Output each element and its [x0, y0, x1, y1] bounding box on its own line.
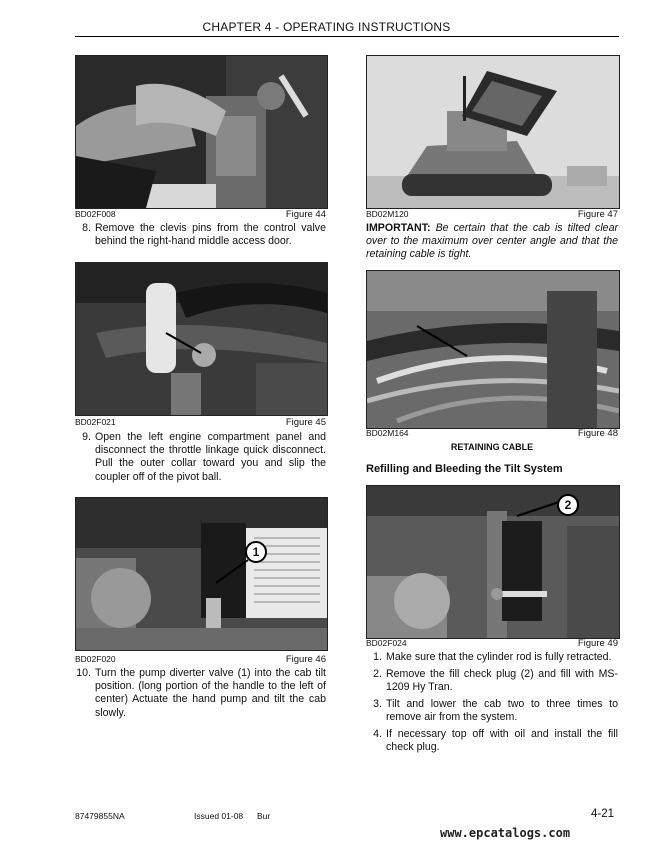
- figure-46-label: Figure 46: [285, 654, 326, 665]
- watermark: www.epcatalogs.com: [440, 826, 571, 840]
- figure-44-code: BD02F008: [75, 209, 116, 219]
- right-step-1-number: 1.: [373, 651, 382, 663]
- right-step-1: [366, 651, 618, 664]
- important-lead: IMPORTANT:: [366, 222, 431, 234]
- section-heading: Refilling and Bleeding the Tilt System: [366, 463, 563, 475]
- right-step-3: [366, 698, 618, 724]
- step-10-number: 10.: [76, 667, 91, 679]
- page-number: 4-21: [591, 808, 615, 820]
- important-note: [366, 222, 618, 262]
- right-step-4: [366, 728, 618, 754]
- figure-46-photo: [75, 497, 328, 651]
- step-8-number: 8.: [82, 222, 91, 234]
- figure-45-caption: [75, 417, 326, 428]
- figure-46-caption: [75, 654, 326, 665]
- right-step-4-number: 4.: [373, 728, 382, 740]
- figure-47-caption: [366, 209, 618, 220]
- figure-49-photo: [366, 485, 620, 639]
- figure-44-caption: [75, 209, 326, 220]
- language-code: Bur: [257, 811, 271, 821]
- issued-date: Issued 01-08: [194, 811, 244, 821]
- figure-44-label: Figure 44: [285, 209, 326, 220]
- figure-48-subcaption: RETAINING CABLE: [450, 442, 534, 452]
- right-step-4-text: If necessary top off with oil and install the fill check plug.: [386, 728, 618, 754]
- step-8-text: Remove the clevis pins from the control valve behind the right-hand middle access door.: [95, 222, 326, 248]
- figure-48-caption: [366, 428, 618, 439]
- figure-45-label: Figure 45: [285, 417, 326, 428]
- step-9-text: Open the left engine compartment panel and disconnect the throttle linkage quick disconnect. Pull the outer collar toward you and slip the coupler off of the pivot ball.: [95, 431, 326, 483]
- figure-47-photo: [366, 55, 620, 209]
- figure-45-code: BD02F021: [75, 417, 116, 427]
- figure-44-illustration: [76, 56, 327, 208]
- step-9-number: 9.: [82, 431, 91, 443]
- figure-47-code: BD02M120: [366, 209, 409, 219]
- figure-49-illustration: [367, 486, 619, 638]
- right-step-3-number: 3.: [373, 698, 382, 710]
- callout-2: 2: [557, 494, 579, 516]
- doc-number: 87479855NA: [75, 811, 125, 821]
- step-10-text: Turn the pump diverter valve (1) into the cab tilt position. (long portion of the handle to the left of center) Actuate the hand pump and tilt the cab slowly.: [95, 667, 326, 719]
- right-step-2-text: Remove the fill check plug (2) and fill with MS-1209 Hy Tran.: [386, 668, 618, 694]
- step-9: [75, 431, 326, 484]
- figure-49-label: Figure 49: [577, 638, 618, 649]
- figure-48-photo: [366, 270, 620, 429]
- right-step-2-number: 2.: [373, 668, 382, 680]
- figure-49-code: BD02F024: [366, 638, 407, 648]
- figure-45-photo: [75, 262, 328, 416]
- important-text: Be certain that the cab is tilted clear over to the maximum over center angle and that the retaining cable is tight.: [366, 222, 618, 261]
- step-8: [75, 222, 326, 248]
- figure-48-code: BD02M164: [366, 428, 409, 438]
- figure-46-code: BD02F020: [75, 654, 116, 664]
- figure-47-label: Figure 47: [577, 209, 618, 220]
- figure-49-caption: [366, 638, 618, 649]
- figure-46-illustration: [76, 498, 327, 650]
- right-step-2: [366, 668, 618, 694]
- callout-1: 1: [245, 541, 267, 563]
- header-rule: [75, 36, 619, 37]
- figure-44-photo: [75, 55, 328, 209]
- figure-48-illustration: [367, 271, 619, 428]
- figure-47-illustration: [367, 56, 619, 208]
- figure-48-label: Figure 48: [577, 428, 618, 439]
- right-step-3-text: Tilt and lower the cab two to three times to remove air from the system.: [386, 698, 618, 724]
- right-step-1-text: Make sure that the cylinder rod is fully retracted.: [386, 651, 612, 663]
- figure-45-illustration: [76, 263, 327, 415]
- step-10: [75, 667, 326, 720]
- chapter-title: CHAPTER 4 - OPERATING INSTRUCTIONS: [202, 20, 451, 34]
